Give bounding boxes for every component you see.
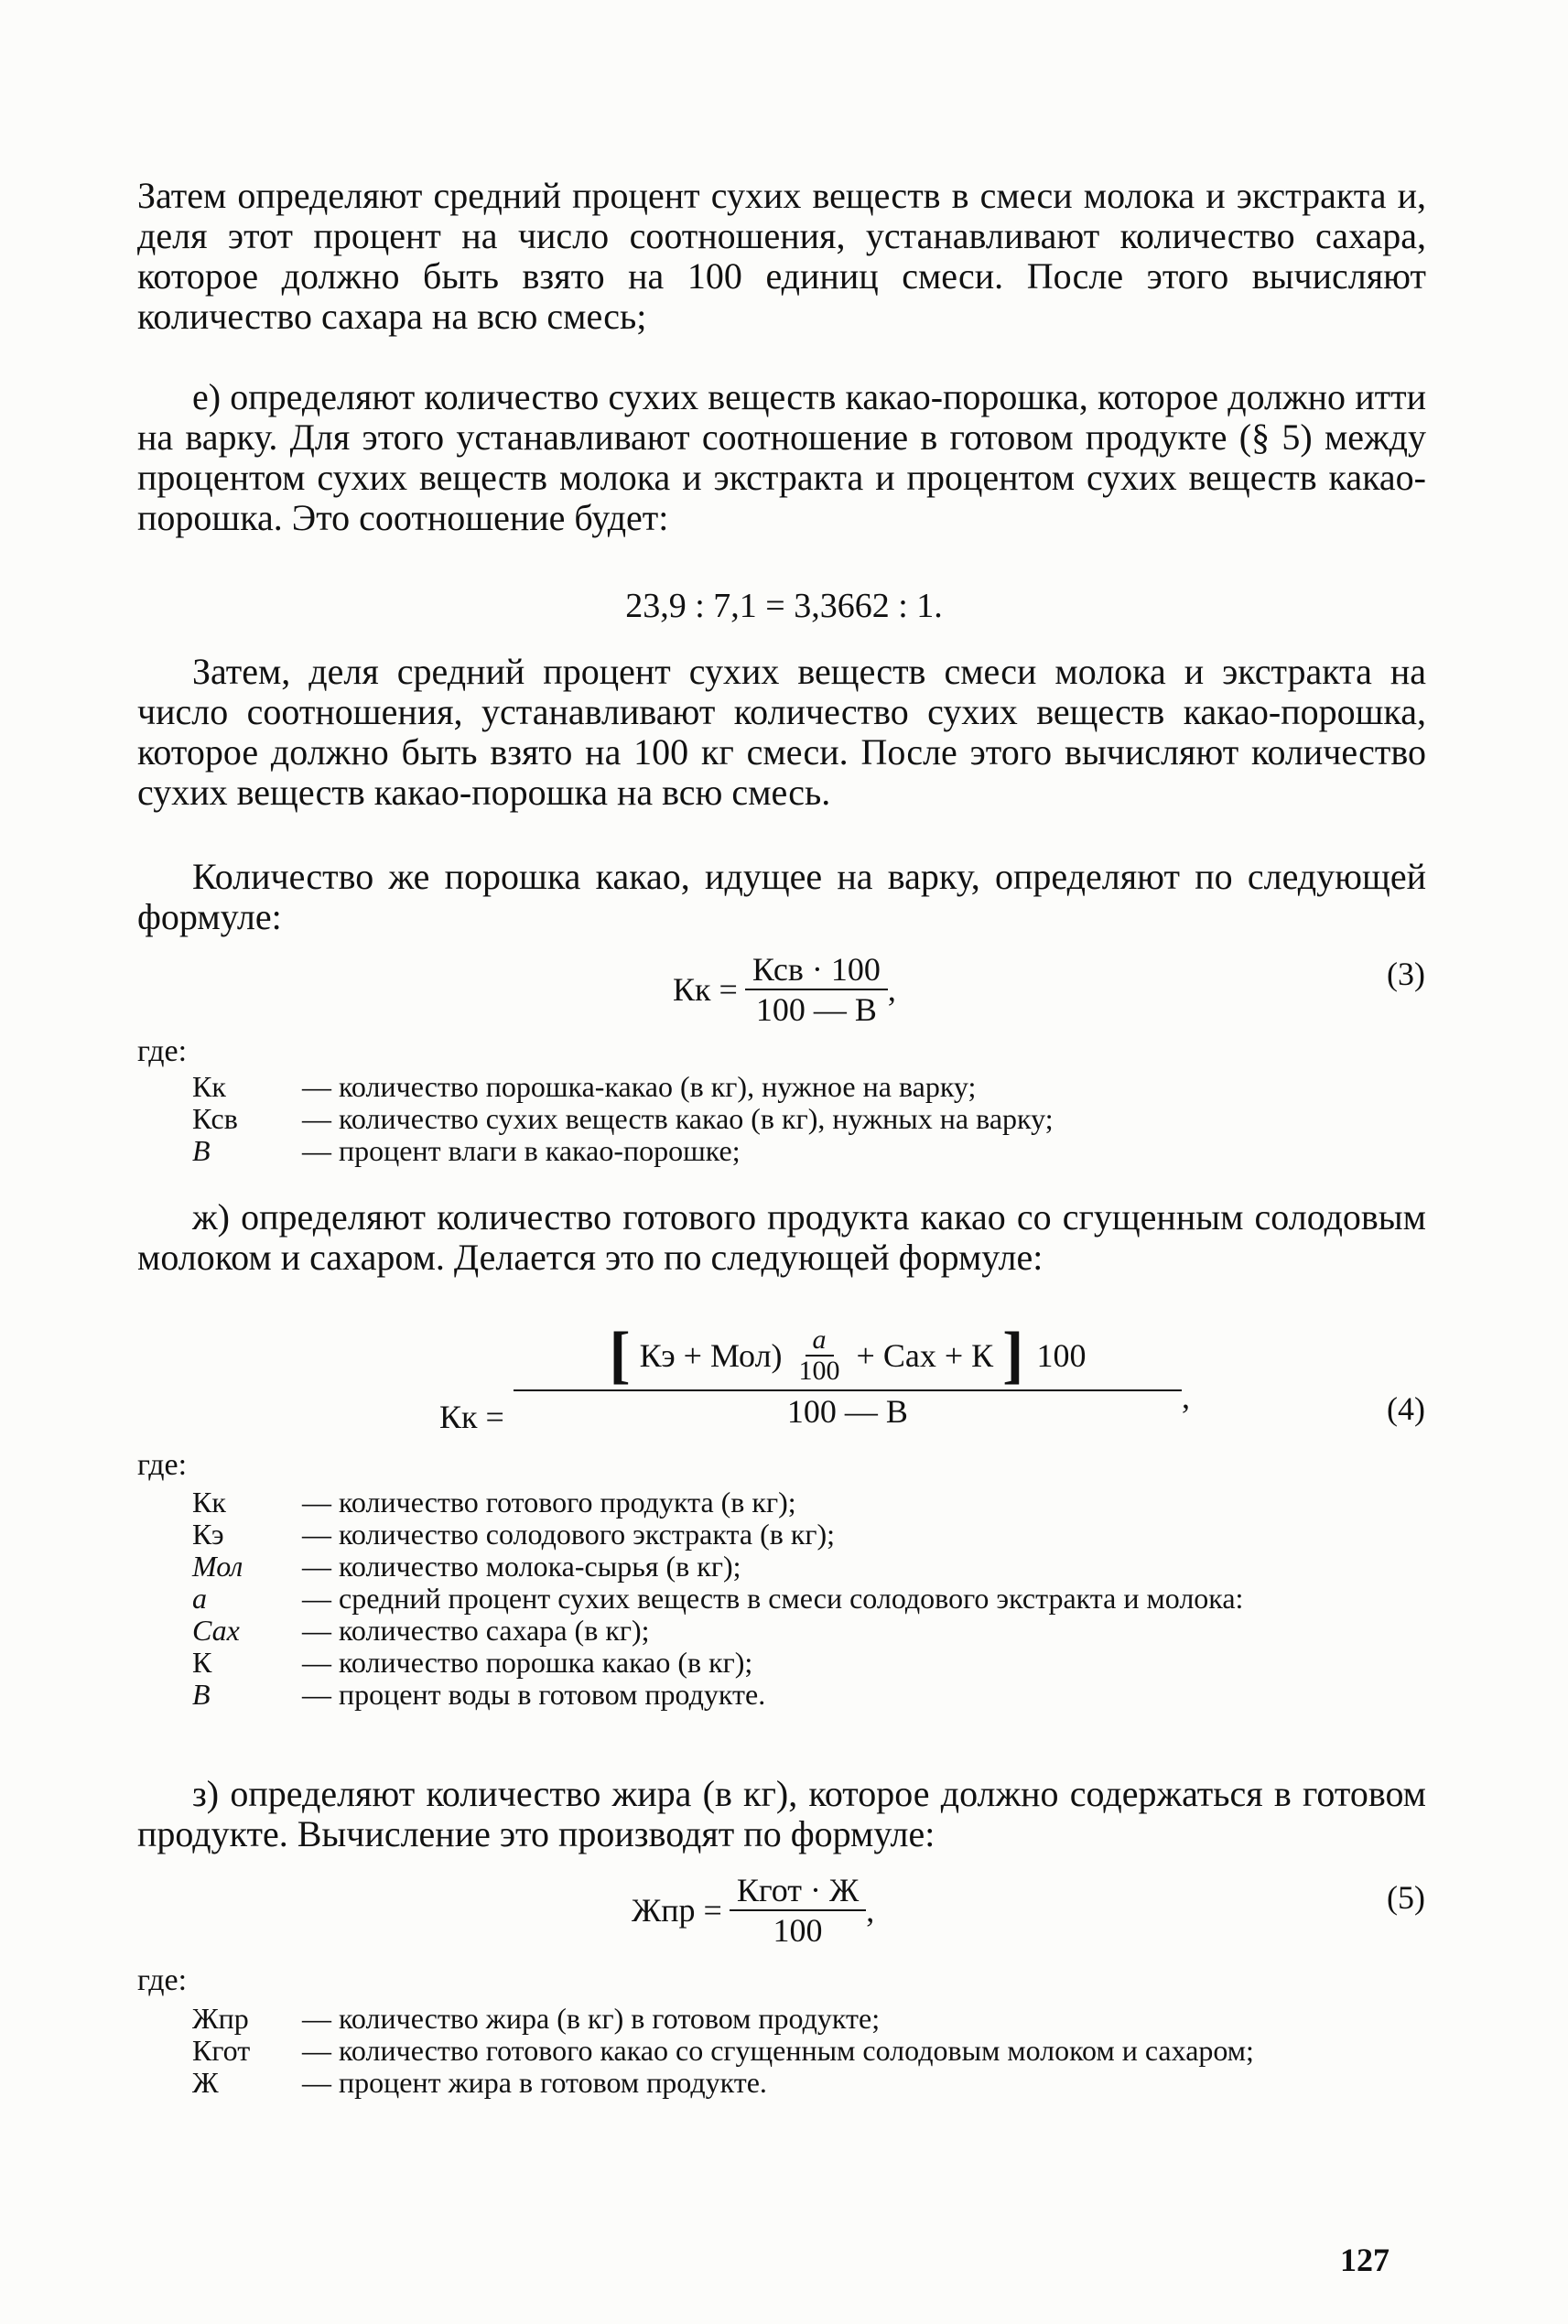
definition-symbol: В: [192, 1678, 211, 1711]
definition-symbol: Жпр: [192, 2002, 249, 2035]
where-label-5: где:: [137, 1963, 188, 1997]
formula-4-lhs: Кк =: [439, 1399, 504, 1435]
paragraph-fat: з) определяют количество жира (в кг), которое должно содержаться в готовом продукте. Вычисление это производят по формуле:: [137, 1773, 1426, 1854]
formula-4-denominator: 100 — В: [786, 1393, 908, 1430]
paragraph-cocoa-mix: Затем, деля средний процент сухих веществ смеси молока и экстракта на число соотношения, устанавливают количество сухих веществ какао-порошка, которое должно быть взято на 100 кг смеси. После этого вычисляют количество сухих веществ какао-порошка на всю смесь.: [137, 651, 1426, 813]
definition-item: [192, 1071, 1455, 1103]
formula-5: [632, 1871, 874, 1950]
definition-item: [192, 1679, 1455, 1711]
definition-text: — процент воды в готовом продукте.: [302, 1678, 766, 1711]
definitions-5: [192, 2003, 1455, 2099]
definitions-3: [192, 1071, 1455, 1167]
definition-item: [192, 1135, 1455, 1167]
definition-item: [192, 1486, 1455, 1519]
definition-symbol: К: [192, 1646, 212, 1679]
formula-5-tail: ,: [866, 1892, 875, 1929]
definition-symbol: В: [192, 1134, 211, 1167]
definition-item: [192, 2003, 1455, 2035]
definition-symbol: Кгот: [192, 2034, 251, 2067]
page-number: 127: [1340, 2242, 1390, 2278]
definition-item: [192, 1519, 1455, 1551]
formula-4-bracket-open: [: [609, 1320, 631, 1390]
definition-item: [192, 1103, 1455, 1135]
formula-5-fraction: [730, 1871, 866, 1950]
formula-3-numerator: Ксв · 100: [745, 950, 888, 990]
definition-symbol: Кк: [192, 1070, 226, 1103]
formula-4-inner-denominator: 100: [798, 1356, 840, 1386]
formula-3-lhs: Кк =: [673, 971, 738, 1008]
definition-text: — количество жира (в кг) в готовом продукте;: [302, 2002, 881, 2035]
definition-text: — количество молока-сырья (в кг);: [302, 1550, 741, 1583]
formula-3: [673, 950, 896, 1029]
definition-text: — количество порошка-какао (в кг), нужное на варку;: [302, 1070, 977, 1103]
definition-symbol: Ж: [192, 2066, 219, 2099]
where-label-3: где:: [137, 1034, 188, 1068]
definition-text: — количество готового продукта (в кг);: [302, 1486, 796, 1519]
formula-4-multiplier: 100: [1036, 1337, 1087, 1374]
equation-number-4: (4): [1387, 1390, 1425, 1427]
equation-number-5: (5): [1387, 1879, 1425, 1916]
definition-text: — количество солодового экстракта (в кг);: [302, 1518, 836, 1551]
definition-item: [192, 2067, 1455, 2099]
formula-4-tail: ,: [1182, 1378, 1190, 1415]
formula-3-denominator: 100 — В: [755, 991, 877, 1028]
definition-text: — процент влаги в какао-порошке;: [302, 1134, 741, 1167]
formula-4-part2: + Сах + К: [856, 1337, 994, 1374]
definition-text: — количество порошка какао (в кг);: [302, 1646, 753, 1679]
definition-symbol: Сах: [192, 1614, 240, 1647]
formula-4-bracket-close: ]: [1002, 1320, 1024, 1390]
definition-item: [192, 1647, 1455, 1679]
definition-text: — количество готового какао со сгущенным солодовым молоком и сахаром;: [302, 2034, 1254, 2067]
definition-symbol: Ксв: [192, 1102, 238, 1135]
formula-4: [439, 1320, 1190, 1435]
definition-item: [192, 1551, 1455, 1583]
definition-text: — количество сухих веществ какао (в кг), нужных на варку;: [302, 1102, 1054, 1135]
formula-4-part1: Кэ + Мол): [639, 1337, 783, 1374]
formula-5-numerator: Кгот · Ж: [730, 1871, 866, 1911]
definitions-4: [192, 1486, 1455, 1711]
where-label-4: где:: [137, 1448, 188, 1482]
definition-item: [192, 1615, 1455, 1647]
definition-item: [192, 1583, 1455, 1615]
formula-5-denominator: 100: [773, 1912, 823, 1949]
paragraph-cocoa-solids: е) определяют количество сухих веществ какао-порошка, которое должно итти на варку. Для этого устанавливают соотношение в готовом продукте (§ 5) между процентом сухих веществ молока и экстракта и процентом сухих веществ какао-порошка. Это соотношение будет:: [137, 376, 1426, 538]
formula-4-inner-fraction: [792, 1325, 848, 1386]
ratio-line: 23,9 : 7,1 = 3,3662 : 1.: [625, 587, 943, 625]
definition-symbol: a: [192, 1582, 207, 1615]
paragraph-cocoa-formula-intro: Количество же порошка какао, идущее на варку, определяют по следующей формуле:: [137, 856, 1426, 937]
formula-4-inner-numerator: a: [806, 1325, 834, 1357]
definition-symbol: Кк: [192, 1486, 226, 1519]
definition-text: — процент жира в готовом продукте.: [302, 2066, 767, 2099]
definition-text: — количество сахара (в кг);: [302, 1614, 650, 1647]
definition-symbol: Кэ: [192, 1518, 224, 1551]
equation-number-3: (3): [1387, 956, 1425, 992]
formula-5-lhs: Жпр =: [632, 1892, 722, 1929]
paragraph-sugar: Затем определяют средний процент сухих веществ в смеси молока и экстракта и, деля этот процент на число соотношения, устанавливают количество сахара, которое должно быть взято на 100 единиц смеси. После этого вычисляют количество сахара на всю смесь;: [137, 175, 1426, 337]
definition-item: [192, 2035, 1455, 2067]
formula-3-tail: ,: [887, 971, 896, 1008]
formula-3-fraction: [745, 950, 888, 1029]
paragraph-finished-product: ж) определяют количество готового продукта какао со сгущенным солодовым молоком и сахаром. Делается это по следующей формуле:: [137, 1196, 1426, 1278]
definition-symbol: Мол: [192, 1550, 243, 1583]
definition-text: — средний процент сухих веществ в смеси солодового экстракта и молока:: [302, 1582, 1244, 1615]
